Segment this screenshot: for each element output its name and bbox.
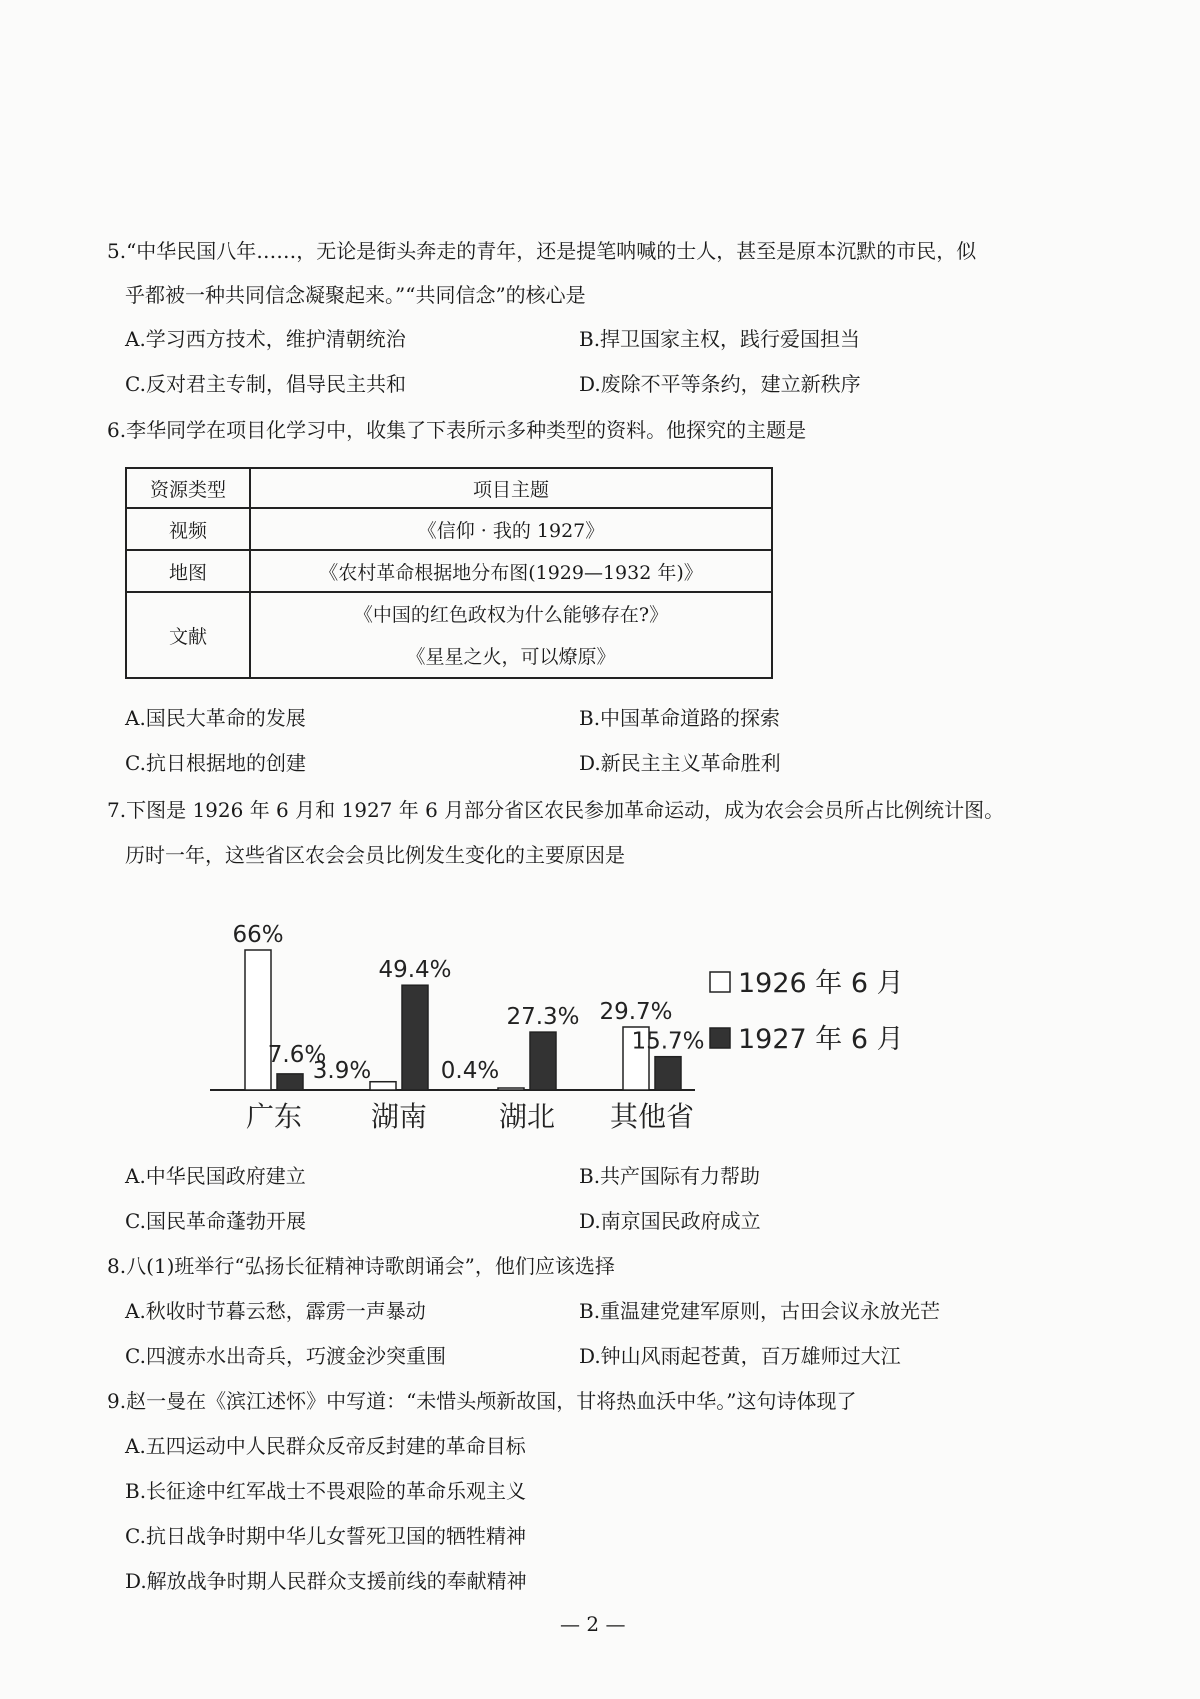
page-number: — 2 — <box>560 1612 626 1636</box>
legend-label: 1926 年 6 月 <box>738 968 904 999</box>
q5-option-d: D.废除不平等条约，建立新秩序 <box>579 372 861 396</box>
farmer-association-chart <box>210 880 990 1130</box>
q8-option-a: A.秋收时节暮云愁，霹雳一声暴动 <box>125 1299 426 1323</box>
q8-option-b: B.重温建党建军原则，古田会议永放光芒 <box>579 1299 941 1323</box>
legend-swatch-1927 <box>710 1028 730 1048</box>
q9-option-a: A.五四运动中人民群众反帝反封建的革命目标 <box>125 1434 526 1458</box>
bar-1926 <box>370 1082 396 1090</box>
bar-1927 <box>655 1057 681 1090</box>
legend-label: 1927 年 6 月 <box>738 1024 904 1055</box>
q8-option-c: C.四渡赤水出奇兵，巧渡金沙突重围 <box>125 1344 446 1368</box>
q8-option-d: D.钟山风雨起苍黄，百万雄师过大江 <box>579 1344 901 1368</box>
q5-stem: 5.“中华民国八年……，无论是街头奔走的青年，还是提笔呐喊的士人，甚至是原本沉默的市民，似 <box>107 239 977 263</box>
data-label: 3.9% <box>312 1058 372 1084</box>
data-label: 66% <box>232 922 284 948</box>
q7-option-a: A.中华民国政府建立 <box>125 1164 306 1188</box>
table-cell-type: 地图 <box>126 550 250 592</box>
q7-stem-cont: 历时一年，这些省区农会会员比例发生变化的主要原因是 <box>125 843 625 867</box>
category-label: 广东 <box>245 1100 303 1130</box>
legend-swatch-1926 <box>710 972 730 992</box>
q6-option-b: B.中国革命道路的探索 <box>579 706 781 730</box>
data-label: 7.6% <box>267 1041 327 1068</box>
q5-option-a: A.学习西方技术，维护清朝统治 <box>125 327 406 351</box>
table-row <box>126 508 772 550</box>
table-cell-type: 文献 <box>126 592 250 678</box>
category-label: 湖南 <box>370 1100 428 1130</box>
table-row <box>126 550 772 592</box>
q7-option-b: B.共产国际有力帮助 <box>579 1164 761 1188</box>
bar-1926 <box>245 950 271 1090</box>
data-label: 29.7% <box>599 999 673 1025</box>
q6-option-d: D.新民主主义革命胜利 <box>579 751 781 775</box>
data-label: 49.4% <box>378 957 452 984</box>
bar-1927 <box>402 985 428 1090</box>
table-row <box>126 592 772 634</box>
q9-option-b: B.长征途中红军战士不畏艰险的革命乐观主义 <box>125 1479 527 1503</box>
bar-1926 <box>498 1088 524 1090</box>
table-header-topic: 项目主题 <box>250 468 772 508</box>
data-label: 0.4% <box>440 1058 500 1084</box>
q9-option-d: D.解放战争时期人民群众支援前线的奉献精神 <box>125 1569 527 1593</box>
table-header-type: 资源类型 <box>126 468 250 508</box>
data-label: 15.7% <box>631 1028 705 1055</box>
bar-1927 <box>530 1032 556 1090</box>
category-label: 湖北 <box>498 1100 556 1130</box>
bar-1927 <box>277 1074 303 1090</box>
q6-option-a: A.国民大革命的发展 <box>125 706 306 730</box>
table-cell-topic: 《信仰 · 我的 1927》 <box>250 508 772 550</box>
q6-stem: 6.李华同学在项目化学习中，收集了下表所示多种类型的资料。他探究的主题是 <box>107 418 807 442</box>
q5-option-b: B.捍卫国家主权，践行爱国担当 <box>579 327 861 351</box>
category-label: 其他省 <box>609 1100 695 1130</box>
q8-stem: 8.八(1)班举行“弘扬长征精神诗歌朗诵会”，他们应该选择 <box>107 1254 615 1278</box>
q6-option-c: C.抗日根据地的创建 <box>125 751 306 775</box>
q7-option-c: C.国民革命蓬勃开展 <box>125 1209 306 1233</box>
q9-option-c: C.抗日战争时期中华儿女誓死卫国的牺牲精神 <box>125 1524 526 1548</box>
table-cell-type: 视频 <box>126 508 250 550</box>
data-label: 27.3% <box>506 1004 580 1031</box>
table-cell-topic: 《星星之火，可以燎原》 <box>250 634 772 678</box>
q5-stem-cont: 乎都被一种共同信念凝聚起来。”“共同信念”的核心是 <box>125 283 586 307</box>
table-cell-topic: 《农村革命根据地分布图(1929—1932 年)》 <box>250 550 772 592</box>
resource-table <box>125 467 773 679</box>
q7-option-d: D.南京国民政府成立 <box>579 1209 761 1233</box>
table-cell-topic: 《中国的红色政权为什么能够存在?》 <box>250 592 772 634</box>
q7-stem: 7.下图是 1926 年 6 月和 1927 年 6 月部分省区农民参加革命运动，成为农会会员所占比例统计图。 <box>107 798 1005 822</box>
q9-stem: 9.赵一曼在《滨江述怀》中写道：“未惜头颅新故国，甘将热血沃中华。”这句诗体现了 <box>107 1389 857 1413</box>
table-header-row <box>126 468 772 508</box>
q5-option-c: C.反对君主专制，倡导民主共和 <box>125 372 406 396</box>
